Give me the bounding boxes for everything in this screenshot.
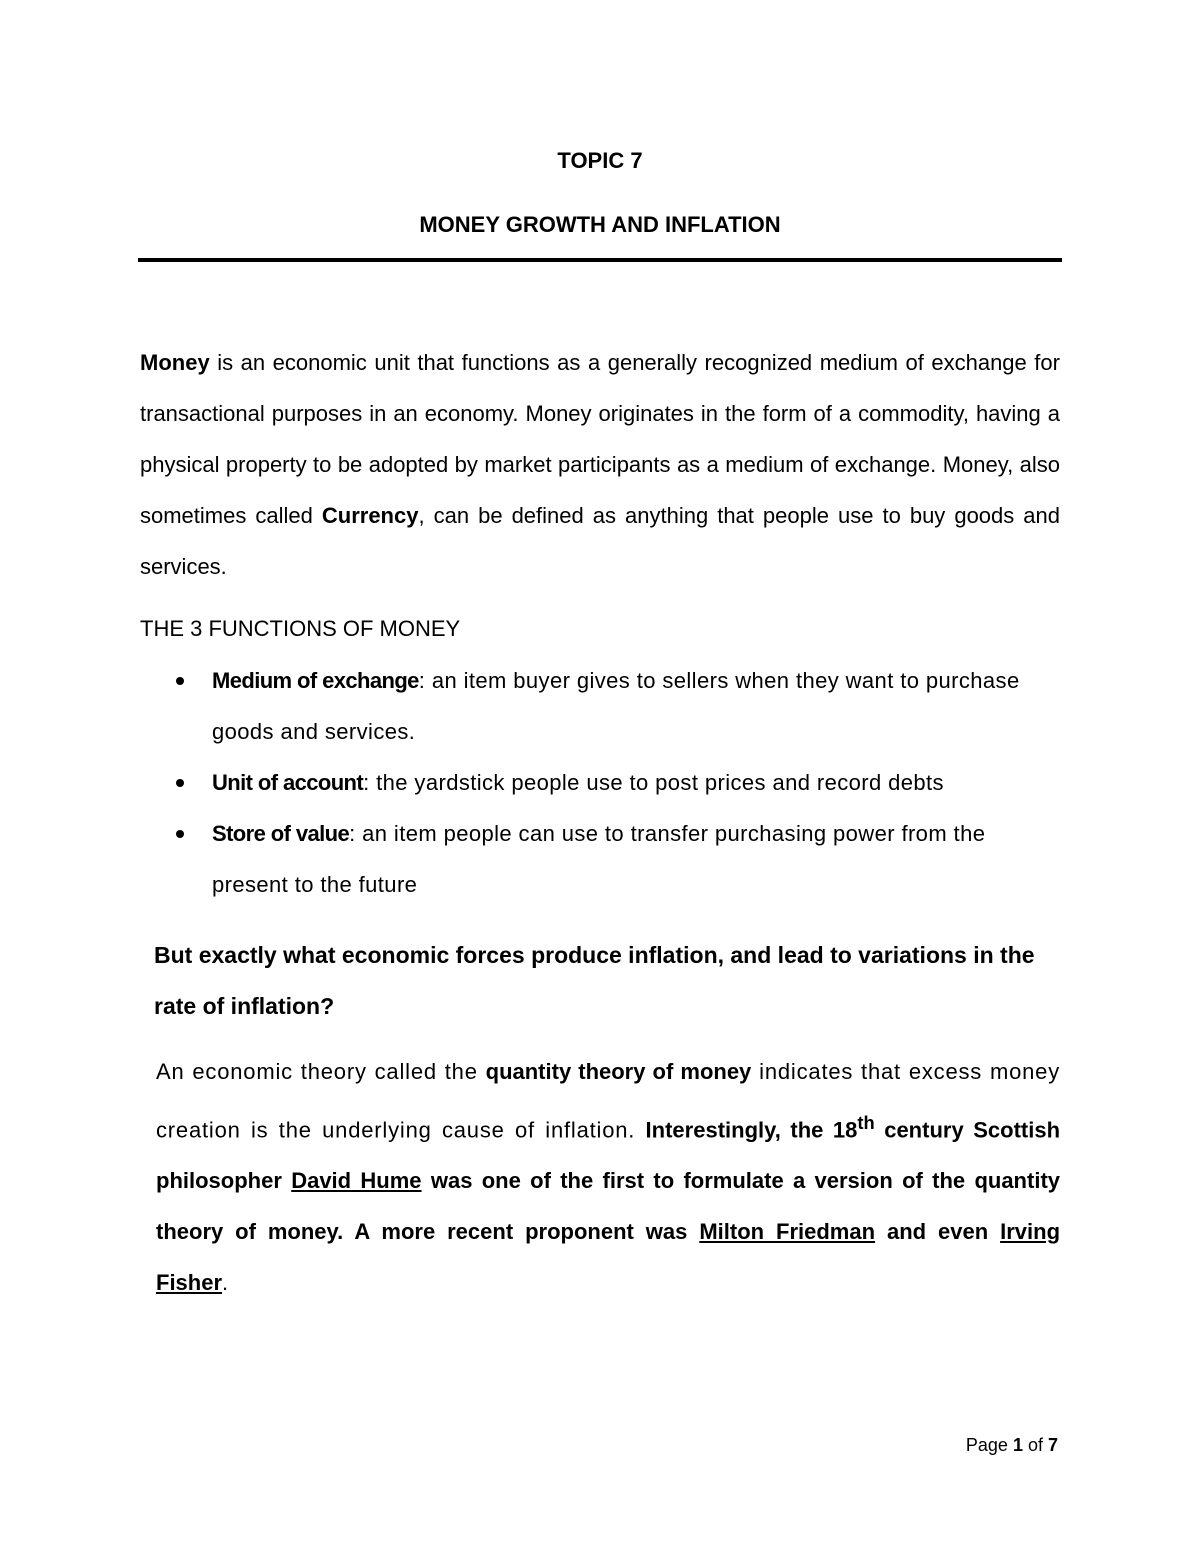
term-currency: Currency (321, 503, 419, 528)
function-desc: : an item buyer gives to sellers when they want to purchase goods and services. (212, 668, 1020, 744)
function-term: Medium of exchange (212, 668, 419, 693)
theory-end: . (222, 1270, 229, 1296)
bullet-icon (176, 677, 184, 685)
of-label: of (1022, 1435, 1048, 1455)
page-total: 7 (1047, 1435, 1058, 1455)
theory-bold-4: and even (875, 1219, 1001, 1245)
page-current: 1 (1012, 1435, 1023, 1455)
theory-bold-2: century Scottish philosopher (156, 1117, 1061, 1194)
page-footer (966, 1432, 1058, 1458)
intro-paragraph (140, 337, 1060, 592)
link-milton-friedman[interactable]: Milton Friedman (699, 1219, 876, 1245)
title-divider (138, 258, 1062, 262)
theory-paragraph (156, 1046, 1060, 1308)
theory-text-1: An economic theory called the (156, 1059, 486, 1084)
function-term: Unit of account (212, 770, 364, 795)
theory-text-2: indicates that excess money creation is the underlying cause of inflation. (156, 1059, 1060, 1143)
bullet-icon (176, 779, 184, 787)
term-quantity-theory: quantity theory of money (485, 1059, 752, 1084)
list-item-store-of-value (212, 808, 1042, 910)
functions-heading: THE 3 FUNCTIONS OF MONEY (140, 616, 461, 641)
link-david-hume[interactable]: David Hume (291, 1168, 422, 1194)
theory-superscript: th (857, 1112, 875, 1133)
term-money: Money (140, 350, 210, 375)
page-title: MONEY GROWTH AND INFLATION (419, 212, 781, 237)
function-desc: : the yardstick people use to post prices and record debts (363, 770, 944, 795)
function-desc: : an item people can use to transfer purchasing power from the present to the future (212, 821, 986, 897)
bullet-icon (176, 830, 184, 838)
intro-text-2: , can be defined as anything that people use to buy goods and services. (140, 503, 1060, 579)
function-term: Store of value (212, 821, 350, 846)
page-label: Page (965, 1435, 1013, 1455)
theory-bold-3: was one of the first to formulate a version of the quantity theory of money. A more recent proponent was (156, 1168, 1061, 1245)
list-item-medium-of-exchange (212, 655, 1042, 757)
question-heading: But exactly what economic forces produce inflation, and lead to variations in the rate of inflation? (154, 942, 1035, 1019)
topic-label: TOPIC 7 (557, 148, 643, 173)
intro-text-1: is an economic unit that functions as a generally recognized medium of exchange for transactional purposes in an economy. Money originates in the form of a commodity, having a physical property to be adopted by market participants as a medium of exchange. Money, also sometimes called (140, 350, 1060, 528)
link-irving-fisher[interactable]: Irving Fisher (156, 1219, 1061, 1296)
list-item-unit-of-account (212, 757, 1042, 808)
theory-bold-1: Interestingly, the 18 (645, 1117, 858, 1143)
